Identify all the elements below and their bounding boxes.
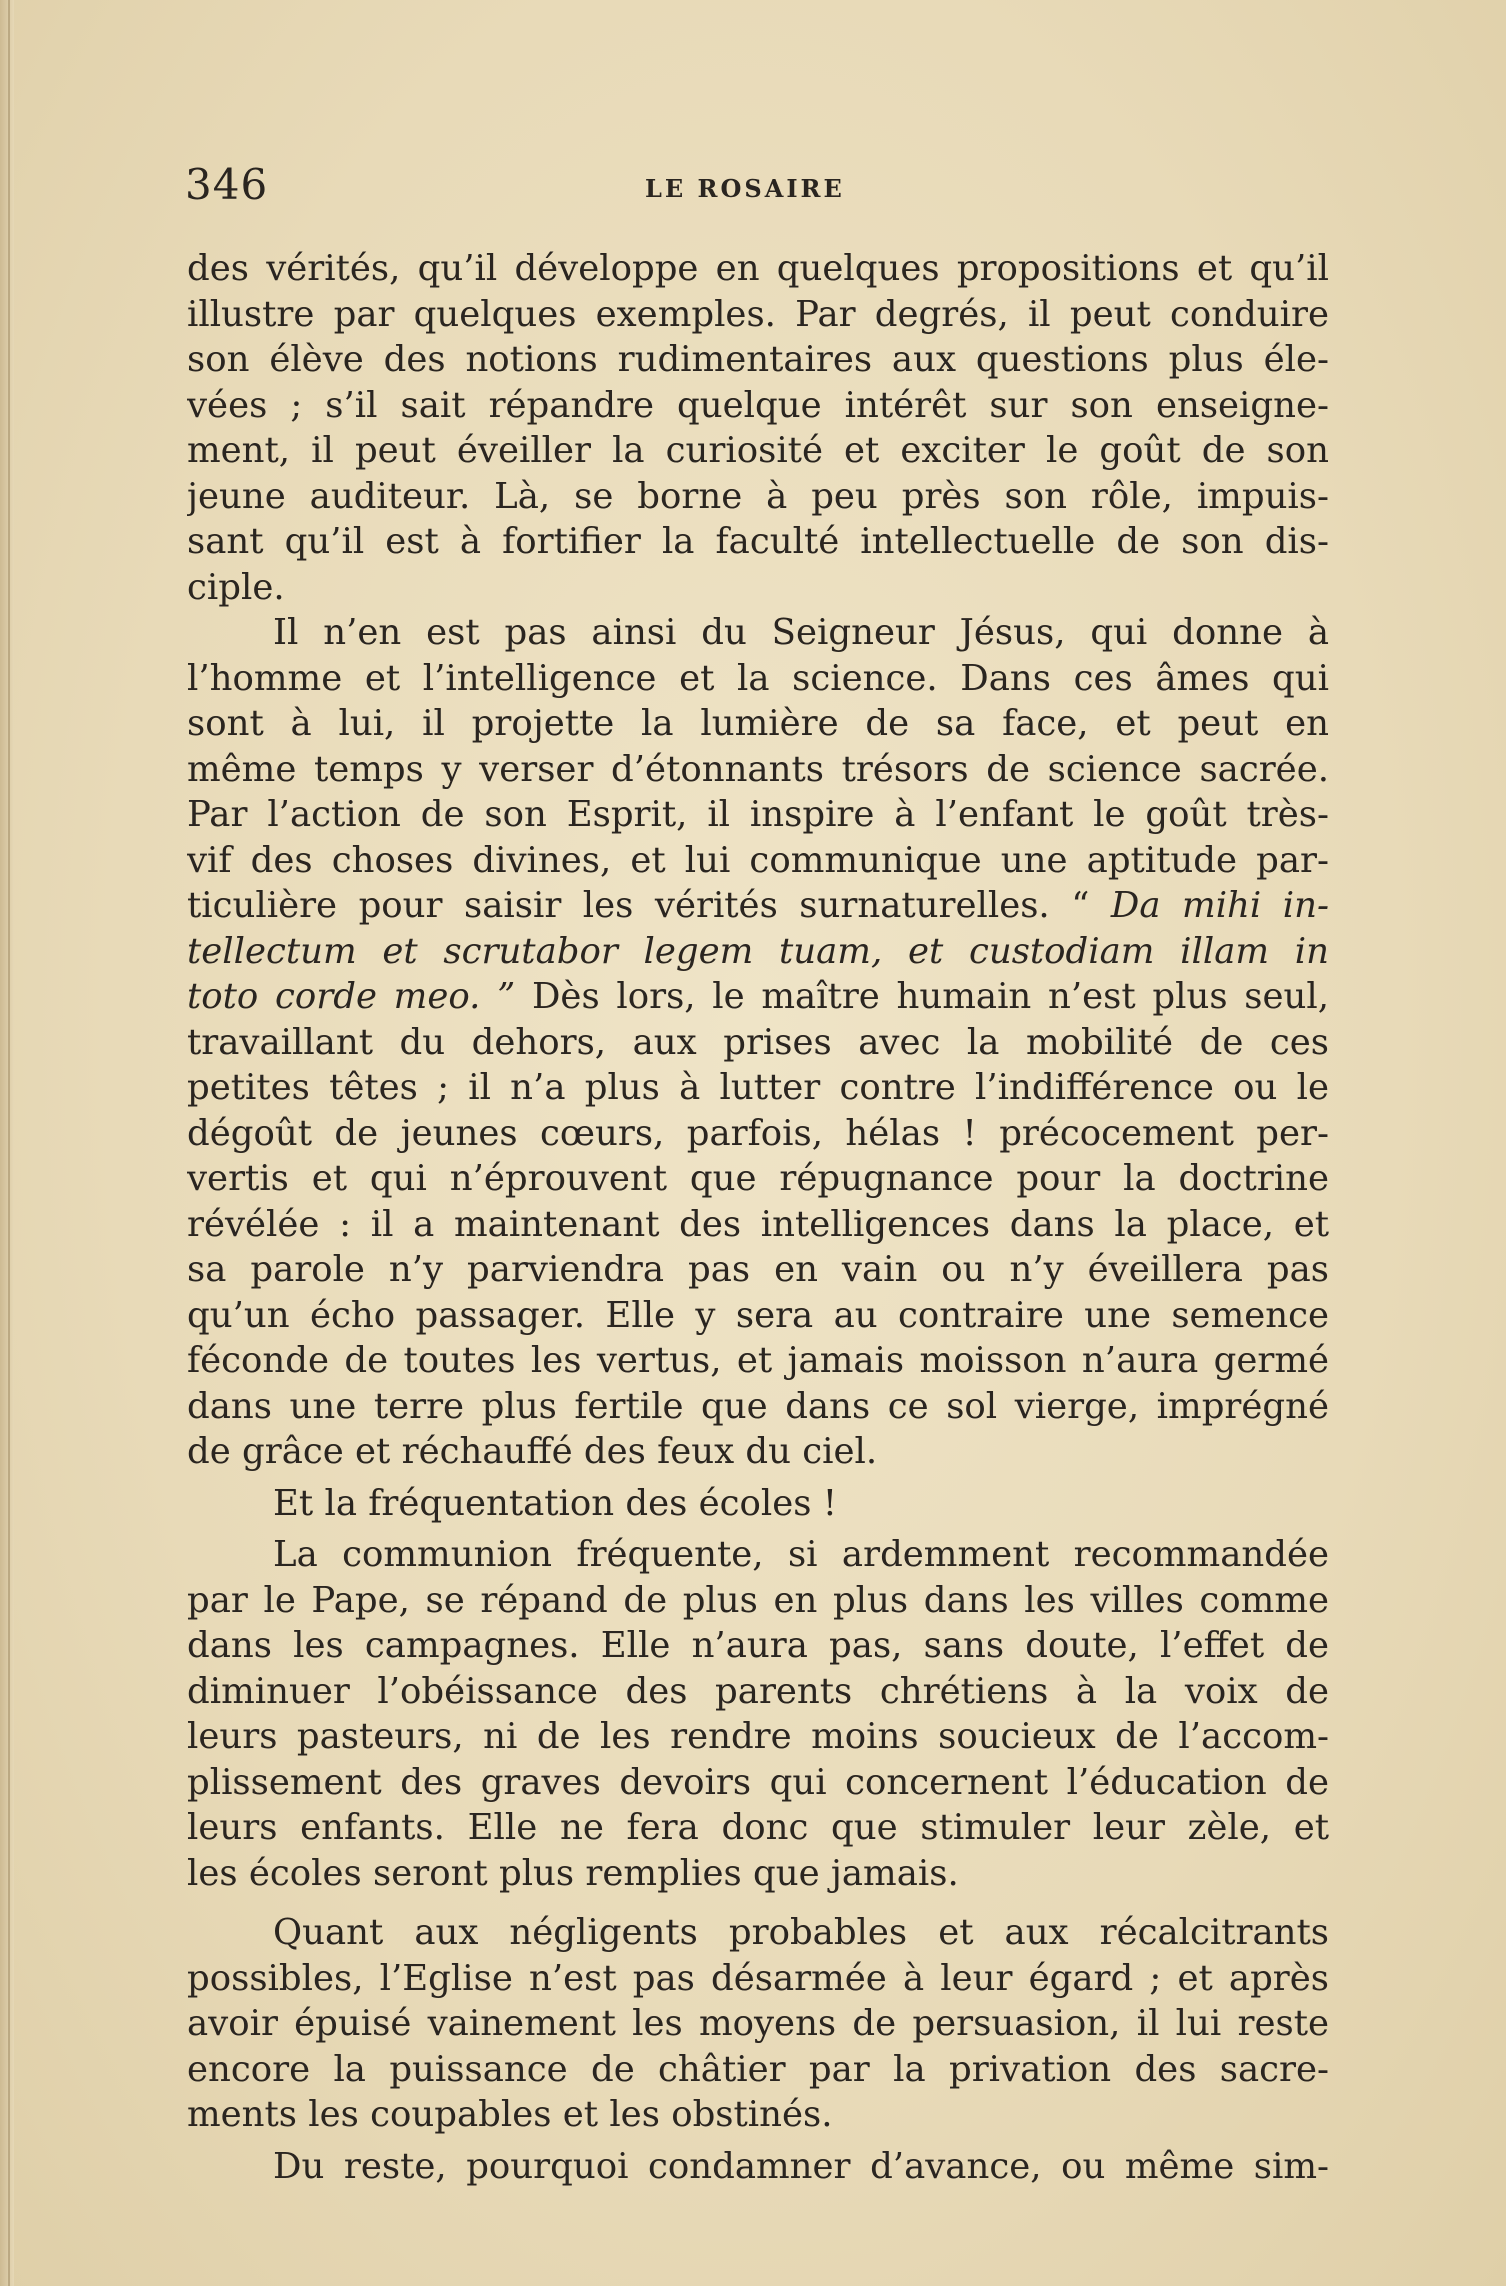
text-line: dans les campagnes. Elle n’aura pas, sans doute, l’effet de xyxy=(187,1625,1329,1666)
page-edge-shadow xyxy=(0,0,14,2286)
text-line-with-quote xyxy=(187,883,1329,929)
paragraph-start: Et la fréquentation des écoles ! xyxy=(273,1482,838,1524)
text-line: vif des choses divines, et lui communique une aptitude par- xyxy=(187,839,1329,881)
quote-follow: Dès lors, le maître humain n’est plus seul, xyxy=(515,976,1329,1017)
text-line: diminuer l’obéissance des parents chrétiens à la voix de xyxy=(187,1670,1329,1712)
text-line: féconde de toutes les vertus, et jamais moisson n’aura germé xyxy=(187,1340,1329,1381)
quote-lead-in: ticulière pour saisir les vérités surnaturelles. “ xyxy=(187,885,1111,926)
text-line: possibles, l’Eglise n’est pas désarmée à leur égard ; et après xyxy=(187,1957,1329,1999)
latin-quote-line: tellectum et scrutabor legem tuam, et custodiam illam in xyxy=(187,930,1329,972)
text-line: travaillant du dehors, aux prises avec la mobilité de ces xyxy=(187,1021,1329,1063)
text-line: plissement des graves devoirs qui concernent l’éducation de xyxy=(187,1761,1329,1803)
latin-quote: Da mihi in- xyxy=(1110,885,1329,926)
paragraph-start: Il n’en est pas ainsi du Seigneur Jésus, qui donne à xyxy=(273,612,1329,653)
text-line: vées ; s’il sait répandre quelque intérêt sur son enseigne- xyxy=(187,384,1329,426)
text-line: même temps y verser d’étonnants trésors de science sacrée. xyxy=(187,748,1329,790)
paragraph-start: Du reste, pourquoi condamner d’avance, ou même sim- xyxy=(273,2145,1329,2187)
page-number: 346 xyxy=(185,160,269,209)
page-edge-line xyxy=(8,0,10,2286)
paragraph-start: La communion fréquente, si ardemment recommandée xyxy=(273,1534,1329,1575)
text-line: révélée : il a maintenant des intelligences dans la place, et xyxy=(187,1203,1329,1245)
text-line: Par l’action de son Esprit, il inspire à l’enfant le goût très- xyxy=(187,794,1329,835)
text-line: illustre par quelques exemples. Par degrés, il peut conduire xyxy=(187,293,1329,335)
text-line: ment, il peut éveiller la curiosité et exciter le goût de son xyxy=(187,430,1329,471)
text-line: sa parole n’y parviendra pas en vain ou n’y éveillera pas xyxy=(187,1249,1329,1290)
text-line: avoir épuisé vainement les moyens de persuasion, il lui reste xyxy=(187,2003,1329,2044)
text-line: par le Pape, se répand de plus en plus dans les villes comme xyxy=(187,1579,1329,1621)
text-line: dégoût de jeunes cœurs, parfois, hélas ! précocement per- xyxy=(187,1112,1329,1154)
text-line: l’homme et l’intelligence et la science. Dans ces âmes qui xyxy=(187,657,1329,699)
text-line: jeune auditeur. Là, se borne à peu près son rôle, impuis- xyxy=(187,475,1329,517)
text-line: ciple. xyxy=(187,566,285,608)
text-line-with-quote xyxy=(187,974,1329,1020)
text-line: les écoles seront plus remplies que jamais. xyxy=(187,1852,959,1894)
running-title: LE ROSAIRE xyxy=(645,174,845,203)
text-line: sant qu’il est à fortifier la faculté intellectuelle de son dis- xyxy=(187,521,1329,562)
text-line: qu’un écho passager. Elle y sera au contraire une semence xyxy=(187,1294,1329,1336)
text-line: ments les coupables et les obstinés. xyxy=(187,2094,833,2135)
text-line: vertis et qui n’éprouvent que répugnance pour la doctrine xyxy=(187,1158,1329,1199)
text-line: petites têtes ; il n’a plus à lutter contre l’indifférence ou le xyxy=(187,1067,1329,1108)
latin-quote-end: toto corde meo. ” xyxy=(187,976,516,1017)
text-line: leurs pasteurs, ni de les rendre moins soucieux de l’accom- xyxy=(187,1716,1329,1757)
paragraph-start: Quant aux négligents probables et aux récalcitrants xyxy=(273,1912,1329,1953)
text-line: dans une terre plus fertile que dans ce sol vierge, imprégné xyxy=(187,1385,1329,1427)
body-text xyxy=(187,246,1329,2189)
text-line: leurs enfants. Elle ne fera donc que stimuler leur zèle, et xyxy=(187,1807,1329,1848)
text-line: encore la puissance de châtier par la privation des sacre- xyxy=(187,2048,1329,2090)
text-line: sont à lui, il projette la lumière de sa face, et peut en xyxy=(187,703,1329,744)
page-header xyxy=(185,160,1335,220)
text-line: son élève des notions rudimentaires aux questions plus éle- xyxy=(187,339,1329,380)
text-line: des vérités, qu’il développe en quelques propositions et qu’il xyxy=(187,248,1329,289)
text-line: de grâce et réchauffé des feux du ciel. xyxy=(187,1431,878,1472)
